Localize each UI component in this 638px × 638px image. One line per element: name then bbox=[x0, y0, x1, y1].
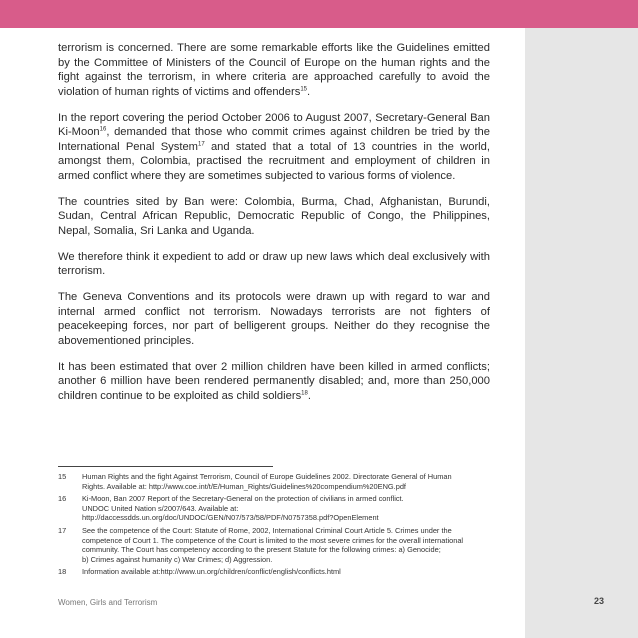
footnote-line: See the competence of the Court: Statute of Rome, 2002, International Criminal Court Article 5. Crimes under the bbox=[82, 525, 452, 535]
paragraph-5: The Geneva Conventions and its protocols were drawn up with regard to war and internal armed conflict not terrorism. Nowadays terrorists are not fighters of peacekeeping forces, nor part of belligerent groups. Neither do they recognise the abovementioned principles. bbox=[58, 291, 490, 347]
paragraph-6-text: It has been estimated that over 2 million children have been killed in armed conflicts; another 6 million have been rendered permanently disabled; and, more than 250,000 children continue to be exploited as child soldiers bbox=[58, 360, 490, 402]
paragraph-2-text-a: In the report covering the period October 2006 to August 2007, Secretary-General Ban Ki-Moon bbox=[58, 111, 490, 138]
footnote-ref-15[interactable]: 15 bbox=[300, 85, 308, 92]
footnote-line: Information available at:http://www.un.org/children/conflict/english/conflicts.html bbox=[82, 567, 341, 577]
body-text bbox=[58, 41, 490, 415]
running-footer-title: Women, Girls and Terrorism bbox=[58, 598, 158, 607]
footnote-line: community. The Court has competency according to the present Statute for the following crimes: a) Genocide; bbox=[82, 545, 441, 555]
footnote-text bbox=[82, 472, 490, 491]
footnote-number: 15 bbox=[58, 472, 67, 481]
paragraph-6-end: . bbox=[307, 389, 311, 402]
paragraph-1-text: terrorism is concerned. There are some remarkable efforts like the Guidelines emitted by the Committee of Ministers of the Council of Europe on the human rights and the fight against the terrorism, in where criteria are approached carefully to avoid the violation of human rights of victims and offenders bbox=[58, 42, 490, 98]
footnotes-section bbox=[58, 466, 490, 580]
footnote-17 bbox=[58, 526, 490, 564]
footnote-divider bbox=[58, 466, 273, 467]
footnote-text bbox=[82, 494, 490, 523]
page-number: 23 bbox=[594, 596, 605, 606]
footnote-16 bbox=[58, 494, 490, 523]
footnote-18 bbox=[58, 567, 490, 577]
footnote-line: competence of Court 1. The competence of the Court is limited to the most severe crimes for the overall international bbox=[82, 535, 464, 545]
footnote-line: http://daccessdds.un.org/doc/UNDOC/GEN/N07/573/58/PDF/N0757358.pdf?OpenElement bbox=[82, 513, 379, 523]
footnote-line: b) Crimes against humanity c) War Crimes; d) Aggression. bbox=[82, 554, 273, 564]
paragraph-1-end: . bbox=[307, 85, 311, 98]
footnote-number: 16 bbox=[58, 494, 67, 504]
paragraph-6 bbox=[58, 360, 490, 404]
footnote-number: 17 bbox=[58, 525, 67, 535]
footnote-15 bbox=[58, 472, 490, 491]
footnote-line: Human Rights and the fight Against Terrorism, Council of Europe Guidelines 2002. Directorate General of Human bbox=[82, 472, 452, 481]
footnote-line: UNDOC United Nation s/2007/643. Available at: bbox=[82, 503, 239, 513]
paragraph-2-text-c: and stated that a total of 13 countries in the world, amongst them, Colombia, practised the recruitment and employment of children in armed conflict where they are sometimes subjected to various forms of violence. bbox=[58, 140, 490, 182]
footnote-ref-18[interactable]: 18 bbox=[301, 389, 308, 396]
footnote-ref-16[interactable]: 16 bbox=[99, 126, 107, 133]
right-margin-panel bbox=[525, 28, 638, 638]
footnote-text bbox=[82, 526, 490, 564]
paragraph-2-text-b: , demanded that those who commit crimes against children be tried by the International Penal System bbox=[58, 126, 490, 153]
paragraph-3: The countries sited by Ban were: Colombia, Burma, Chad, Afghanistan, Burundi, Sudan, Central African Republic, Democratic Republic of Congo, the Philippines, Nepal, Somalia, Sri Lanka and Uganda. bbox=[58, 195, 490, 237]
top-color-bar bbox=[0, 0, 638, 28]
footnote-ref-17[interactable]: 17 bbox=[198, 140, 205, 147]
footnote-line: Ki-Moon, Ban 2007 Report of the Secretary-General on the protection of civilians in armed conflict. bbox=[82, 494, 404, 504]
paragraph-4: We therefore think it expedient to add or draw up new laws which deal exclusively with terrorism. bbox=[58, 250, 490, 277]
footnote-line: Rights. Available at: http://www.coe.int/t/E/Human_Rights/Guidelines%20compendium%20ENG.pdf bbox=[82, 481, 406, 491]
footnote-text bbox=[82, 567, 490, 577]
paragraph-2 bbox=[58, 111, 490, 184]
footnote-number: 18 bbox=[58, 567, 67, 577]
paragraph-1 bbox=[58, 41, 490, 99]
